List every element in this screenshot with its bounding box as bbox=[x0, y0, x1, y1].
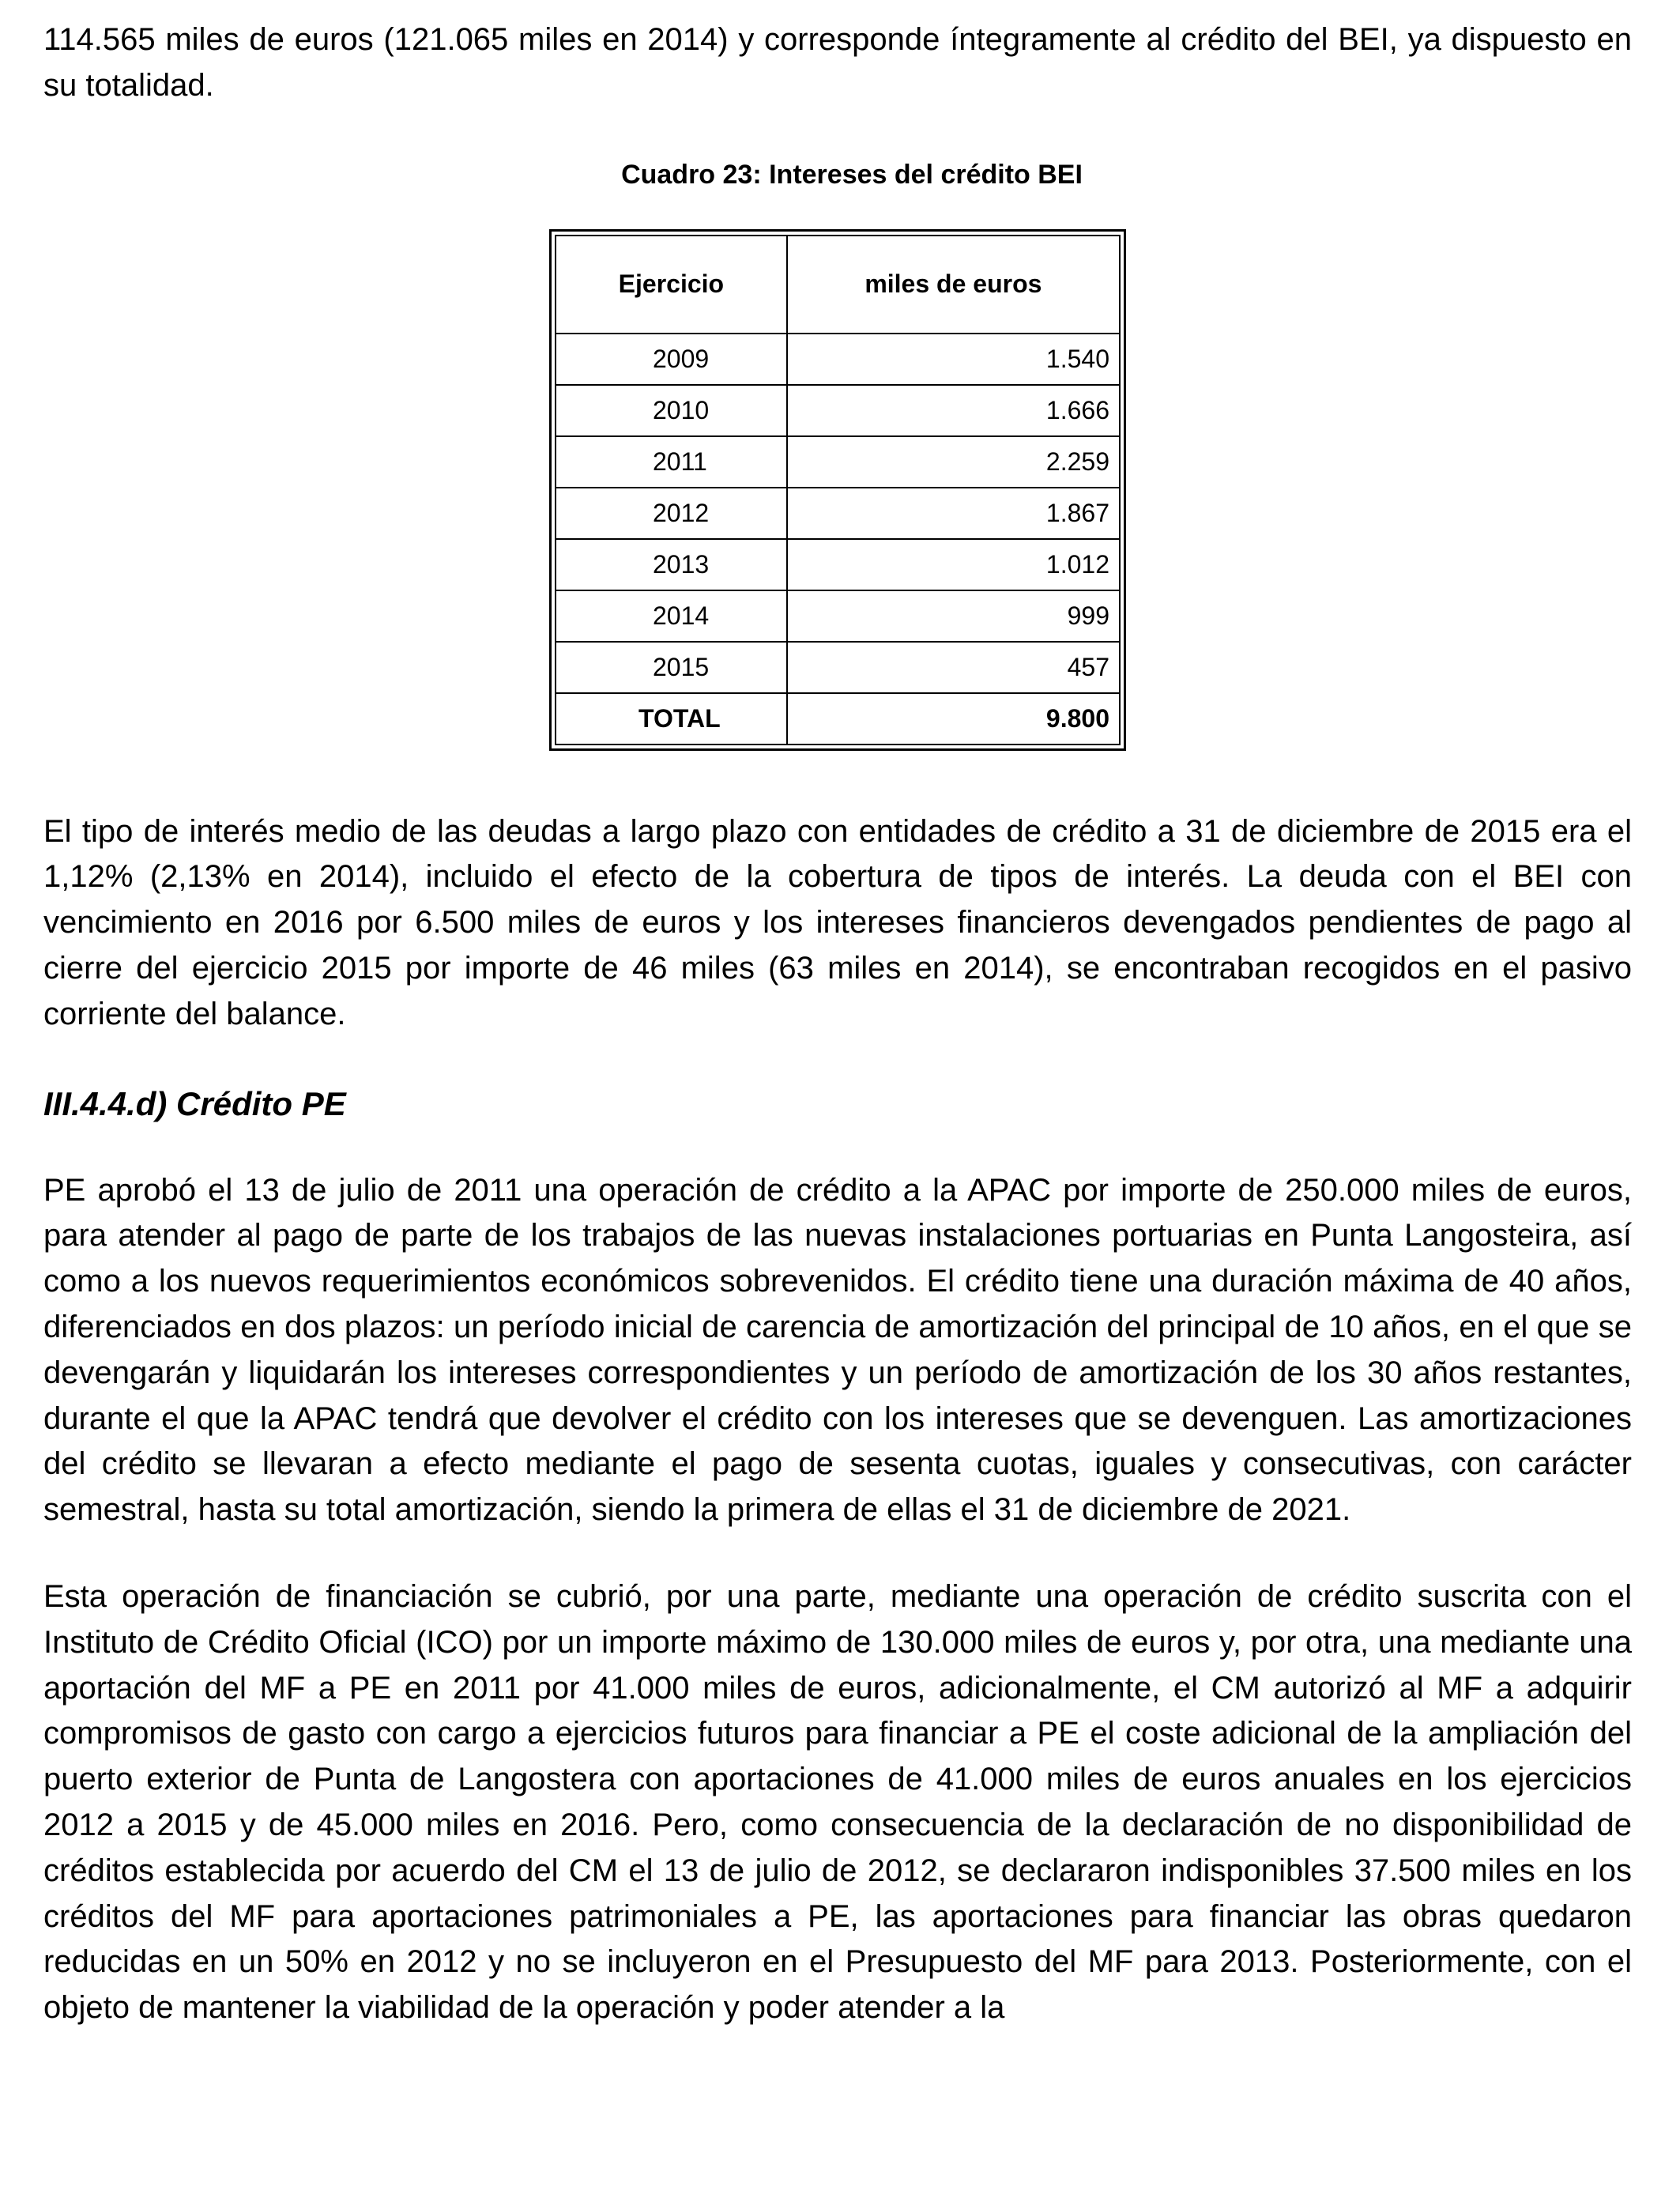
table-row bbox=[556, 385, 1120, 436]
row-value: 999 bbox=[787, 590, 1120, 642]
section-heading: III.4.4.d) Crédito PE bbox=[43, 1084, 346, 1122]
row-year: 2012 bbox=[556, 488, 787, 539]
table-row bbox=[556, 642, 1120, 693]
row-value: 1.867 bbox=[787, 488, 1120, 539]
row-year: 2013 bbox=[556, 539, 787, 590]
table-caption: Cuadro 23: Intereses del crédito BEI bbox=[621, 159, 1083, 190]
row-year: 2011 bbox=[556, 436, 787, 488]
table-row bbox=[556, 539, 1120, 590]
row-value: 1.666 bbox=[787, 385, 1120, 436]
paragraph-credit-pe: PE aprobó el 13 de julio de 2011 una operación de crédito a la APAC por importe de 250.000 miles de euros, para atender al pago de parte de los trabajos de las nuevas instalaciones portuarias en Punta Langosteira, así como a los nuevos requerimientos económicos sobrevenidos. El crédito tiene una duración máxima de 40 años, diferenciados en dos plazos: un período inicial de carencia de amortización del principal de 10 años, en el que se devengarán y liquidarán los intereses correspondientes y un período de amortización de los 30 años restantes, durante el que la APAC tendrá que devolver el crédito con los intereses que se devenguen. Las amortizaciones del crédito se llevaran a efecto mediante el pago de sesenta cuotas, iguales y consecutivas, con carácter semestral, hasta su total amortización, siendo la primera de ellas el 31 de diciembre de 2021. bbox=[43, 1172, 1632, 1528]
total-label: TOTAL bbox=[556, 693, 787, 745]
row-value: 1.012 bbox=[787, 539, 1120, 590]
row-year: 2010 bbox=[556, 385, 787, 436]
row-value: 457 bbox=[787, 642, 1120, 693]
total-value: 9.800 bbox=[787, 693, 1120, 745]
table-row bbox=[556, 590, 1120, 642]
table-header-row bbox=[556, 236, 1120, 334]
paragraph-interest-rate: El tipo de interés medio de las deudas a largo plazo con entidades de crédito a 31 de diciembre de 2015 era el 1,12% (2,13% en 2014), incluido el efecto de la cobertura de tipos de interés. La deuda con el BEI con vencimiento en 2016 por 6.500 miles de euros y los intereses financieros devengados pendientes de pago al cierre del ejercicio 2015 por importe de 46 miles (63 miles en 2014), se encontraban recogidos en el pasivo corriente del balance. bbox=[43, 813, 1632, 1031]
row-year: 2015 bbox=[556, 642, 787, 693]
row-value: 1.540 bbox=[787, 334, 1120, 385]
intro-paragraph: 114.565 miles de euros (121.065 miles en 2014) y corresponde íntegramente al crédito del BEI, ya dispuesto en su totalidad. bbox=[43, 22, 1632, 103]
interest-table-frame bbox=[549, 229, 1126, 751]
interest-table bbox=[555, 235, 1121, 745]
paragraph-financing: Esta operación de financiación se cubrió, por una parte, mediante una operación de crédito suscrita con el Instituto de Crédito Oficial (ICO) por un importe máximo de 130.000 miles de euros y, por otra, una mediante una aportación del MF a PE en 2011 por 41.000 miles de euros, adicionalmente, el CM autorizó al MF a adquirir compromisos de gasto con cargo a ejercicios futuros para financiar a PE el coste adicional de la ampliación del puerto exterior de Punta de Langostera con aportaciones de 41.000 miles de euros anuales en los ejercicios 2012 a 2015 y de 45.000 miles en 2016. Pero, como consecuencia de la declaración de no disponibilidad de créditos establecida por acuerdo del CM el 13 de julio de 2012, se declararon indisponibles 37.500 miles en los créditos del MF para aportaciones patrimoniales a PE, las aportaciones para financiar las obras quedaron reducidas en un 50% en 2012 y no se incluyeron en el Presupuesto del MF para 2013. Posteriormente, con el objeto de mantener la viabilidad de la operación y poder atender a la bbox=[43, 1578, 1632, 2026]
row-value: 2.259 bbox=[787, 436, 1120, 488]
table-row bbox=[556, 334, 1120, 385]
header-ejercicio: Ejercicio bbox=[556, 236, 787, 334]
document-page bbox=[43, 17, 1632, 2031]
header-miles-euros: miles de euros bbox=[787, 236, 1120, 334]
table-total-row bbox=[556, 693, 1120, 745]
row-year: 2014 bbox=[556, 590, 787, 642]
table-row bbox=[556, 436, 1120, 488]
row-year: 2009 bbox=[556, 334, 787, 385]
table-row bbox=[556, 488, 1120, 539]
